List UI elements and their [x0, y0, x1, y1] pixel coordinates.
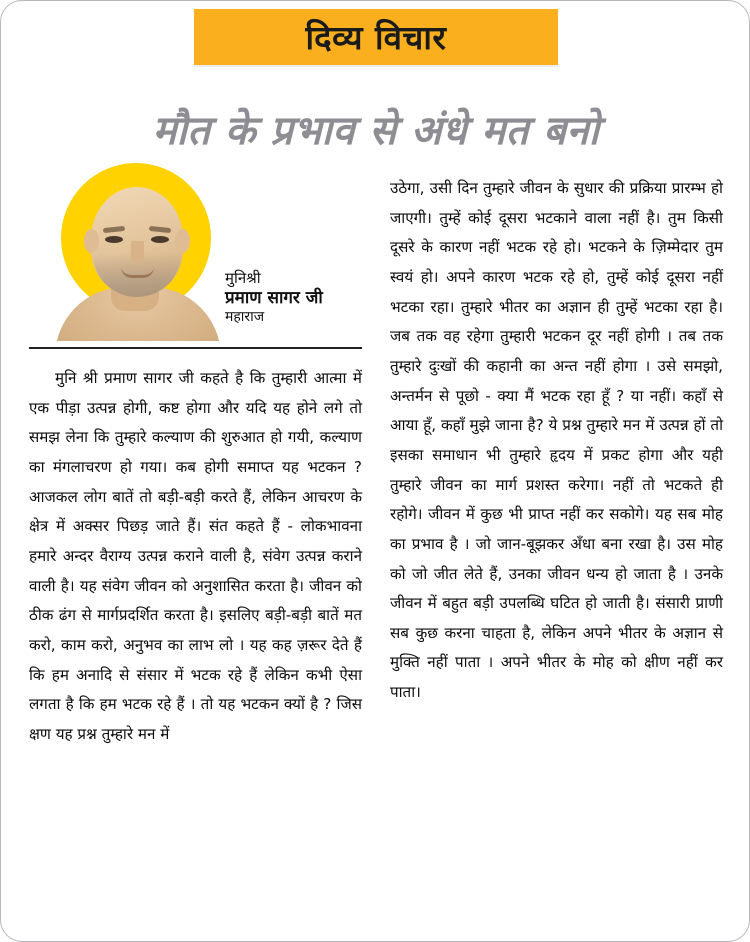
section-divider — [29, 347, 362, 349]
author-figure — [29, 159, 362, 341]
author-honorific: मुनिश्री — [225, 269, 261, 287]
article-headline: मौत के प्रभाव से अंधे मत बनो — [152, 107, 600, 154]
masthead-banner-container — [1, 9, 750, 65]
article-body-right: उठेगा, उसी दिन तुम्हारे जीवन के सुधार की प्रक्रिया प्रारम्भ हो जाएगी। तुम्हें कोई दूसरा भटकाने वाला नहीं है। तुम किसी दूसरे के कारण नहीं भटक रहे हो। भटकने के ज़िम्मेदार तुम स्वयं हो। अपने कारण भटक रहे हो, तुम्हें कोई दूसरा नहीं भटका रहा। तुम्हारे भीतर का अज्ञान ही तुम्हें भटका रहा है। जब तक वह रहेगा तुम्हारी भटकन दूर नहीं होगी । तब तक तुम्हारे दुःखों की कहानी का अन्त नहीं होगा । उसे समझो, अन्तर्मन से पूछो - क्या मैं भटक रहा हूँ ? या नहीं। कहाँ से आया हूँ, कहाँ मुझे जाना है? ये प्रश्न तुम्हारे मन में उत्पन्न हों तो इसका समाधान भी तुम्हारे हृदय में प्रकट होगा और यही तुम्हारे जीवन का मार्ग प्रशस्त करेगा। नहीं तो भटकते ही रहोगे। जीवन में कुछ भी प्राप्त नहीं कर सकोगे। यह सब मोह का प्रभाव है । जो जान-बूझकर अँधा बना रखा है। उस मोह को जो जीत लेते हैं, उनका जीवन धन्य हो जाता है । उनके जीवन में बहुत बड़ी उपलब्धि घटित हो जाती है। संसारी प्राणी सब कुछ करना चाहता है, लेकिन अपने भीतर के अज्ञान से मुक्ति नहीं पाता । अपने भीतर के मोह को क्षीण नहीं कर पाता। — [390, 179, 723, 702]
author-title: महाराज — [225, 309, 265, 326]
portrait-nose — [131, 241, 144, 263]
monk-portrait-image — [53, 175, 221, 341]
author-caption — [225, 269, 365, 327]
portrait-ear-left — [84, 229, 99, 253]
portrait-eye-right — [151, 236, 169, 243]
article-body-left: मुनि श्री प्रमाण सागर जी कहते है कि तुम्हारी आत्मा में एक पीड़ा उत्पन्न होगी, कष्ट होगा और यदि यह होने लगे तो समझ लेना कि तुम्हारे कल्याण की शुरुआत हो गयी, कल्याण का मंगलाचरण हो गया। कब होगी समाप्त यह भटकन ? आजकल लोग बातें तो बड़ी-बड़ी करते हैं, लेकिन आचरण के क्षेत्र में अक्सर पिछड़ जाते हैं। संत कहते हैं - लोकभावना हमारे अन्दर वैराग्य उत्पन्न कराने वाली है, संवेग उत्पन्न कराने वाली है। यह संवेग जीवन को अनुशासित करता है। जीवन को ठीक ढंग से मार्गप्रदर्शित करता है। इसलिए बड़ी-बड़ी बातें मत करो, काम करो, अनुभव का लाभ लो । यह कह ज़रूर देते हैं कि हम अनादि से संसार में भटक रहे हैं लेकिन कभी ऐसा लगता है कि हम भटक रहे हैं । तो यह भटकन क्यों है ? जिस क्षण यह प्रश्न तुम्हारे मन में — [29, 369, 362, 743]
left-column — [29, 159, 362, 895]
portrait-eye-left — [105, 236, 123, 243]
portrait-ear-right — [175, 229, 190, 253]
masthead-title: दिव्य विचार — [305, 17, 447, 57]
masthead-banner — [194, 9, 558, 65]
article-columns — [29, 159, 723, 895]
right-column — [390, 159, 723, 895]
author-name: प्रमाण सागर जी — [225, 287, 323, 308]
